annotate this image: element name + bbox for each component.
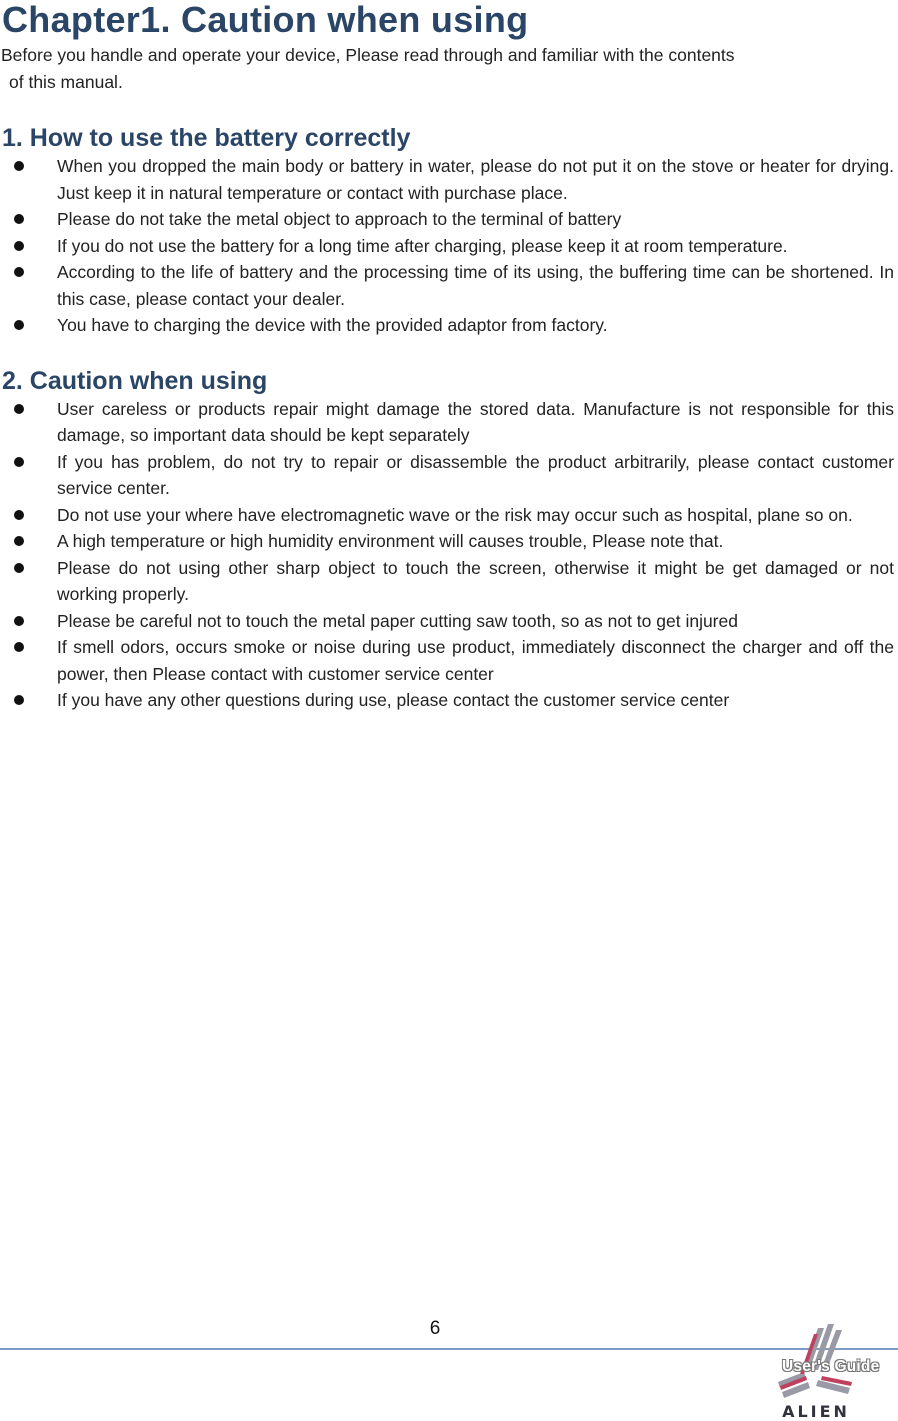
list-item [0, 555, 898, 608]
users-guide-label: User's Guide [782, 1358, 880, 1375]
list-item-text: If you have any other questions during use, please contact the customer service center [57, 690, 730, 710]
bullet-icon [14, 536, 24, 546]
list-item [0, 528, 898, 555]
list-item-text: According to the life of battery and the processing time of its using, the buffering time can be shortened. In this case, please contact your dealer. [57, 262, 894, 309]
list-item-text: If you do not use the battery for a long time after charging, please keep it at room temperature. [57, 235, 788, 256]
list-item [0, 687, 898, 714]
list-item-text: If smell odors, occurs smoke or noise during use product, immediately disconnect the charger and off the power, then Please contact with customer service center [57, 637, 894, 684]
bullet-icon [14, 695, 24, 705]
battery-caution-list [0, 153, 898, 339]
intro-line-1: Before you handle and operate your device, Please read through and familiar with the contents [1, 45, 735, 65]
bullet-icon [14, 642, 24, 652]
bullet-icon [14, 161, 24, 171]
chapter-title: Chapter1. Caution when using [2, 0, 529, 40]
bullet-icon [14, 563, 24, 573]
list-item [0, 396, 898, 449]
list-item [0, 233, 898, 260]
list-item-text: User careless or products repair might damage the stored data. Manufacture is not responsible for this damage, so important data should be kept separately [57, 398, 894, 445]
list-item-text: A high temperature or high humidity environment will causes trouble, Please note that. [57, 531, 724, 551]
bullet-icon [14, 267, 24, 277]
bullet-icon [14, 457, 24, 467]
list-item [0, 206, 898, 233]
list-item [0, 449, 898, 502]
list-item-text: Do not use your where have electromagnetic wave or the risk may occur such as hospital, plane so on. [57, 504, 853, 525]
bullet-icon [14, 214, 24, 224]
list-item [0, 259, 898, 312]
intro-line-2: of this manual. [9, 72, 123, 92]
usage-caution-list [0, 396, 898, 714]
list-item-text: When you dropped the main body or battery in water, please do not put it on the stove or heater for drying. Just keep it in natural temperature or contact with purchase place. [57, 156, 894, 203]
bullet-icon [14, 510, 24, 520]
bullet-icon [14, 320, 24, 330]
list-item [0, 312, 898, 339]
list-item [0, 634, 898, 687]
intro-paragraph [0, 42, 898, 96]
bullet-icon [14, 241, 24, 251]
list-item-text: Please be careful not to touch the metal paper cutting saw tooth, so as not to get injured [57, 610, 738, 631]
list-item [0, 608, 898, 635]
page-number: 6 [429, 1318, 441, 1339]
bullet-icon [14, 616, 24, 626]
list-item [0, 153, 898, 206]
section-heading-caution: 2. Caution when using [2, 366, 268, 395]
list-item-text: You have to charging the device with the provided adaptor from factory. [57, 315, 608, 335]
list-item [0, 502, 898, 529]
bullet-icon [14, 404, 24, 414]
section-heading-battery: 1. How to use the battery correctly [2, 124, 411, 152]
logo-text: ALIEN [782, 1402, 850, 1420]
list-item-text: Please do not take the metal object to approach to the terminal of battery [57, 209, 622, 229]
list-item-text: If you has problem, do not try to repair or disassemble the product arbitrarily, please contact customer service center. [57, 451, 894, 498]
list-item-text: Please do not using other sharp object to touch the screen, otherwise it might be get damaged or not working properly. [57, 557, 894, 604]
